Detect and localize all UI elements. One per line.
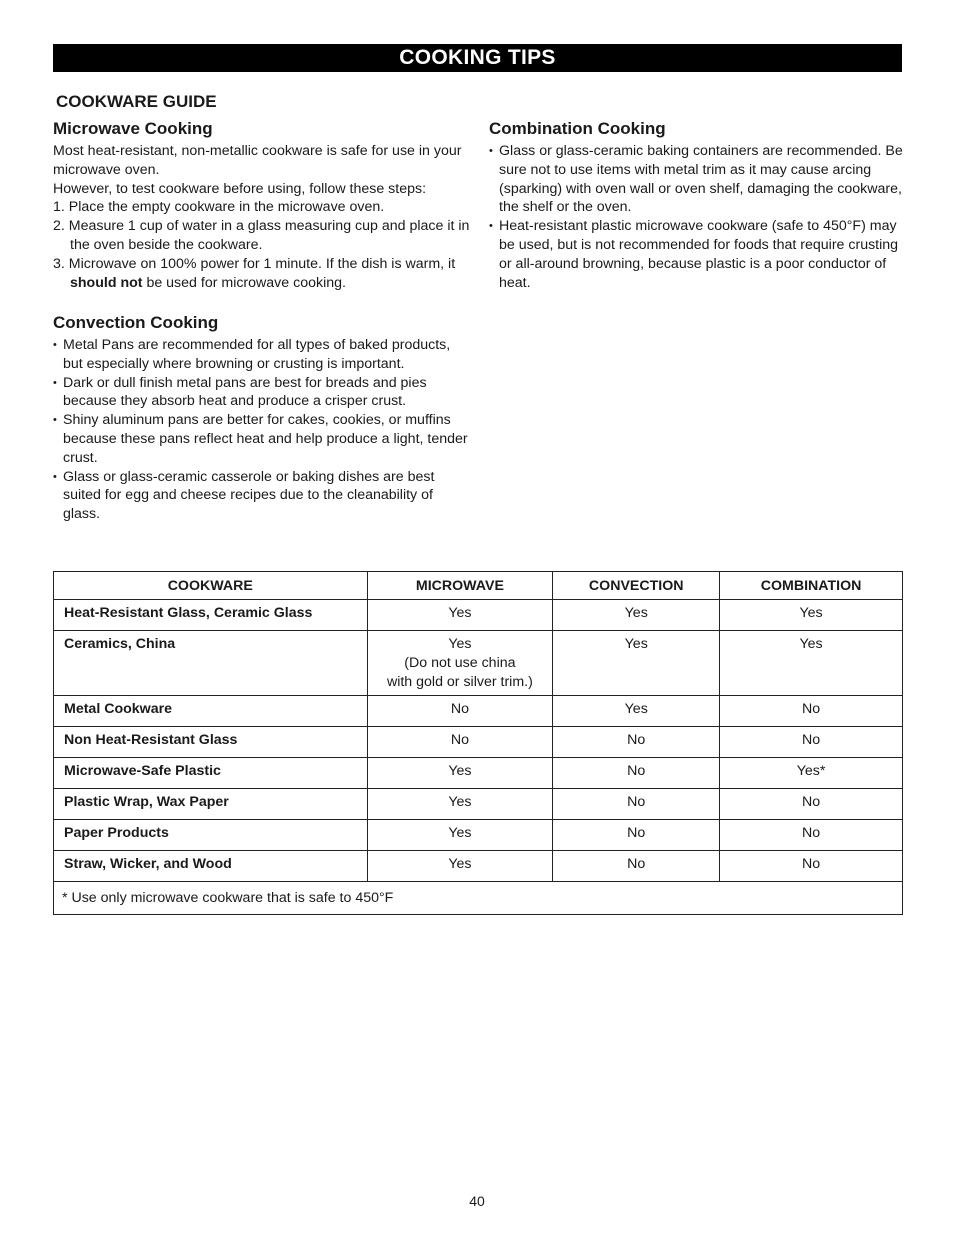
list-item: • Metal Pans are recommended for all types of baked products, but especially where browning or crusting is important. xyxy=(53,336,473,374)
combination-value: No xyxy=(720,789,903,820)
list-item: • Glass or glass-ceramic casserole or baking dishes are best suited for egg and cheese recipes due to the cleanability of glass. xyxy=(53,468,473,524)
table-row xyxy=(54,631,903,696)
table-footnote: * Use only microwave cookware that is safe to 450°F xyxy=(54,882,903,915)
microwave-note: with gold or silver trim.) xyxy=(386,673,533,690)
convection-value: No xyxy=(553,727,720,758)
cookware-name: Non Heat-Resistant Glass xyxy=(54,727,368,758)
convection-value: No xyxy=(553,820,720,851)
combination-value: No xyxy=(720,727,903,758)
microwave-value: Yes xyxy=(367,758,553,789)
microwave-step xyxy=(53,255,473,293)
combination-value: Yes xyxy=(720,631,903,696)
microwave-step: 2. Measure 1 cup of water in a glass measuring cup and place it in the oven beside the cookware. xyxy=(53,218,470,253)
convection-value: No xyxy=(553,789,720,820)
header-microwave: MICROWAVE xyxy=(367,572,553,600)
microwave-value-cell xyxy=(367,631,553,696)
microwave-value: No xyxy=(367,727,553,758)
list-item: • Shiny aluminum pans are better for cakes, cookies, or muffins because these pans reflect heat and help produce a light, tender crust. xyxy=(53,411,473,467)
cookware-name: Straw, Wicker, and Wood xyxy=(54,851,368,882)
combination-value: Yes xyxy=(720,600,903,631)
cookware-name: Plastic Wrap, Wax Paper xyxy=(54,789,368,820)
convection-section xyxy=(53,313,473,524)
convection-value: Yes xyxy=(553,600,720,631)
microwave-value: No xyxy=(367,696,553,727)
table-row xyxy=(54,696,903,727)
cookware-name: Ceramics, China xyxy=(54,631,368,696)
convection-value: Yes xyxy=(553,631,720,696)
microwave-value: Yes xyxy=(367,851,553,882)
header-convection: CONVECTION xyxy=(553,572,720,600)
microwave-section xyxy=(53,119,473,292)
list-item: • Glass or glass-ceramic baking containers are recommended. Be sure not to use items with metal trim as it may cause arcing (sparking) with oven wall or oven shelf, damaging the cookware, the shelf or the oven. xyxy=(489,142,909,217)
combination-value: No xyxy=(720,851,903,882)
microwave-intro: Most heat-resistant, non-metallic cookware is safe for use in your microwave oven. xyxy=(53,143,462,178)
header-cookware: COOKWARE xyxy=(54,572,368,600)
cookware-name: Metal Cookware xyxy=(54,696,368,727)
microwave-note: (Do not use china xyxy=(404,654,516,671)
step-text: 3. Microwave on 100% power for 1 minute. If the dish is warm, it xyxy=(53,255,456,272)
microwave-value: Yes xyxy=(367,789,553,820)
list-item: • Dark or dull finish metal pans are best for breads and pies because they absorb heat and produce a crisper crust. xyxy=(53,374,473,412)
step-text: be used for microwave cooking. xyxy=(142,274,346,291)
microwave-value: Yes xyxy=(448,636,472,652)
microwave-title: Microwave Cooking xyxy=(53,119,213,138)
convection-value: Yes xyxy=(553,696,720,727)
table-row xyxy=(54,789,903,820)
step-emphasis: should not xyxy=(70,274,143,291)
header-combination: COMBINATION xyxy=(720,572,903,600)
convection-title: Convection Cooking xyxy=(53,313,219,332)
combination-section xyxy=(489,119,909,292)
table-row xyxy=(54,727,903,758)
microwave-intro-steps: However, to test cookware before using, follow these steps: xyxy=(53,180,427,197)
cookware-table xyxy=(53,571,903,915)
guide-title: COOKWARE GUIDE xyxy=(56,92,217,111)
microwave-value: Yes xyxy=(367,820,553,851)
convection-value: No xyxy=(553,851,720,882)
section-banner: COOKING TIPS xyxy=(53,44,902,72)
cookware-name: Heat-Resistant Glass, Ceramic Glass xyxy=(54,600,368,631)
convection-list xyxy=(53,336,473,524)
table-footnote-row xyxy=(54,882,903,915)
table-row xyxy=(54,851,903,882)
combination-value: No xyxy=(720,820,903,851)
table-row xyxy=(54,758,903,789)
microwave-steps xyxy=(53,198,473,292)
cookware-name: Microwave-Safe Plastic xyxy=(54,758,368,789)
combination-value: No xyxy=(720,696,903,727)
cookware-name: Paper Products xyxy=(54,820,368,851)
table-row xyxy=(54,600,903,631)
combination-list xyxy=(489,142,909,292)
combination-title: Combination Cooking xyxy=(489,119,666,138)
convection-value: No xyxy=(553,758,720,789)
combination-value: Yes* xyxy=(720,758,903,789)
table-header-row xyxy=(54,572,903,600)
table-row xyxy=(54,820,903,851)
page-number: 40 xyxy=(469,1193,485,1209)
list-item: • Heat-resistant plastic microwave cookware (safe to 450°F) may be used, but is not recommended for foods that require crusting or all-around browning, because plastic is a poor conductor of heat. xyxy=(489,217,909,292)
microwave-value: Yes xyxy=(367,600,553,631)
microwave-step: 1. Place the empty cookware in the microwave oven. xyxy=(53,199,385,216)
